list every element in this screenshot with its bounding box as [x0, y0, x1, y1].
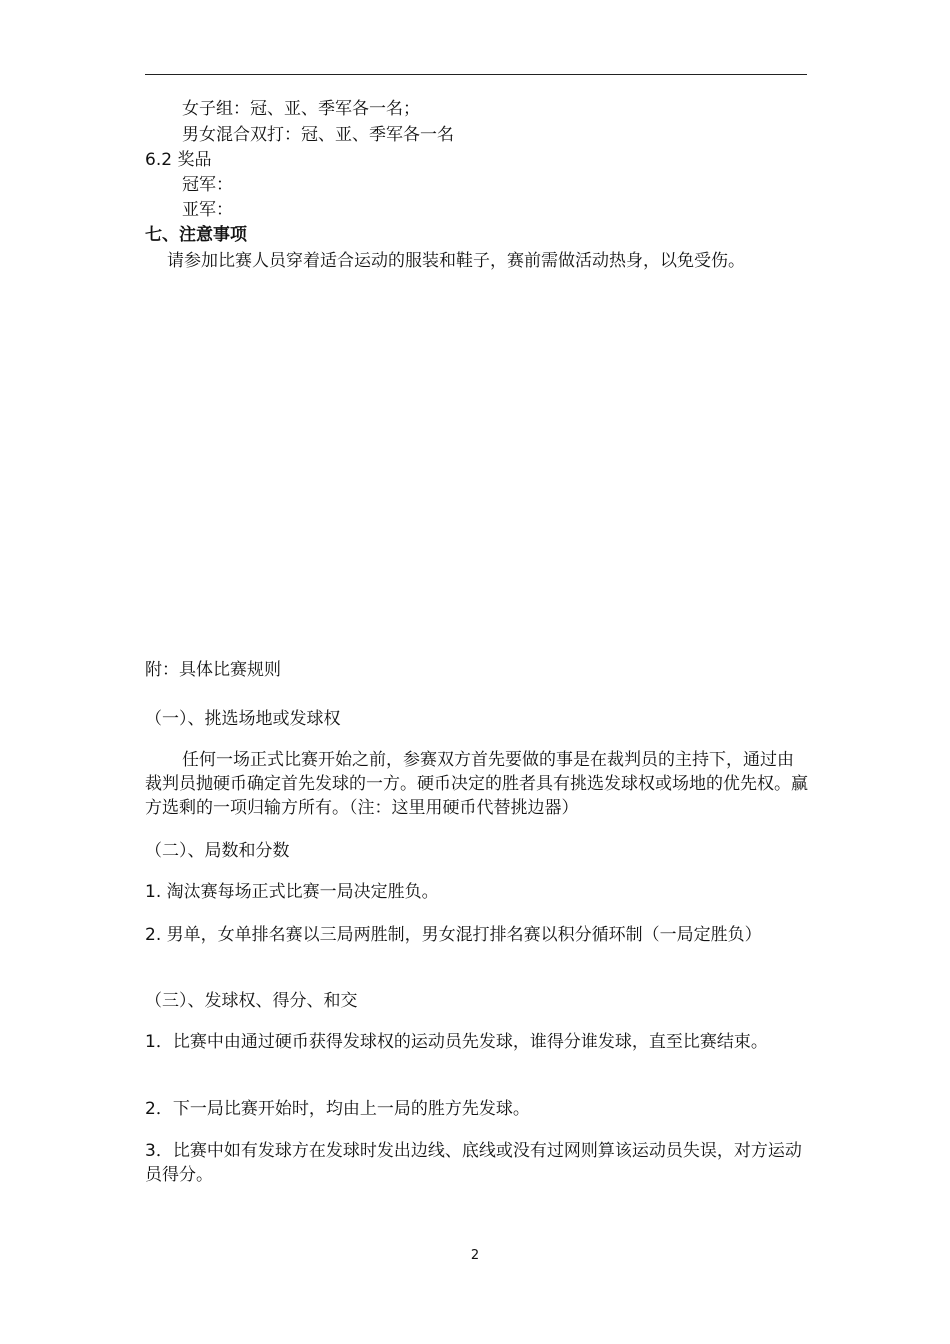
appendix-title: 附：具体比赛规则 — [145, 660, 281, 680]
runner-up-prize: 亚军： — [182, 200, 233, 220]
champion-prize: 冠军： — [182, 175, 233, 195]
section-3-item-2: 2．下一局比赛开始时，均由上一局的胜方先发球。 — [145, 1099, 530, 1119]
notes-heading: 七、注意事项 — [145, 225, 247, 245]
section-2-item-1: 1. 淘汰赛每场正式比赛一局决定胜负。 — [145, 882, 439, 902]
section-3-item-3: 3．比赛中如有发球方在发球时发出边线、底线或没有过网则算该运动员失误，对方运动员得分。 — [145, 1141, 802, 1185]
notes-text: 请参加比赛人员穿着适合运动的服装和鞋子，赛前需做活动热身，以免受伤。 — [167, 251, 745, 271]
section-2-item-2: 2. 男单，女单排名赛以三局两胜制，男女混打排名赛以积分循环制（一局定胜负） — [145, 925, 762, 945]
section-3-heading: （三）、发球权、得分、和交 — [145, 991, 358, 1011]
section-1-text: 任何一场正式比赛开始之前，参赛双方首先要做的事是在裁判员的主持下，通过由裁判员抛硬币确定首先发球的一方。硬币决定的胜者具有挑选发球权或场地的优先权。赢方选剩的一项归输方所有。（注：这里用硬币代替挑边器） — [145, 750, 808, 818]
prizes-heading: 6.2 奖品 — [145, 150, 212, 170]
section-1-heading: （一）、挑选场地或发球权 — [145, 709, 341, 729]
header-rule — [145, 74, 807, 75]
section-2-heading: （二）、局数和分数 — [145, 841, 290, 861]
women-group-award: 女子组：冠、亚、季军各一名； — [182, 99, 420, 119]
mixed-doubles-award: 男女混合双打：冠、亚、季军各一名 — [182, 125, 454, 145]
section-3-item-1: 1．比赛中由通过硬币获得发球权的运动员先发球，谁得分谁发球，直至比赛结束。 — [145, 1032, 768, 1052]
page-number: 2 — [470, 1248, 480, 1263]
